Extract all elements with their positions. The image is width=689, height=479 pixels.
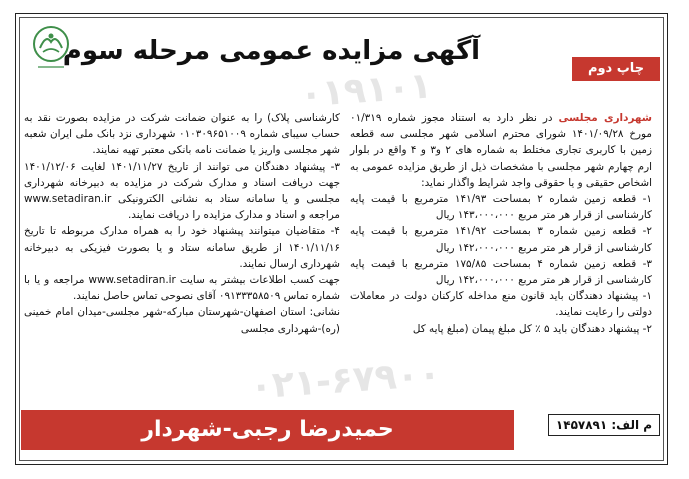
parcel-item-3: ۳- قطعه زمین شماره ۴ بمساحت ۱۷۵/۸۵ مترمربع با قیمت پایه کارشناسی از قرار هر متر مربع ۱۴۲،۰۰۰،۰۰۰ ریال <box>350 257 652 287</box>
notice-number: م الف: ۱۴۵۷۸۹۱ <box>548 414 660 436</box>
contact-paragraph: جهت کسب اطلاعات بیشتر به سایت www.setadiran.ir مراجعه و یا با شماره تماس ۰۹۱۳۳۳۵۸۵۰۹ آقای نصوحی تماس حاصل نمایند. <box>24 274 340 303</box>
submission-paragraph: ۴- متقاضیان میتوانند پیشنهاد خود را به همراه مدارک مربوطه تا تاریخ ۱۴۰۱/۱۱/۱۶ از طریق سامانه ستاد و یا بصورت فیزیکی به دبیرخانه شهرداری ارسال نمایند. <box>24 225 340 270</box>
parcel-item-2: ۲- قطعه زمین شماره ۳ بمساحت ۱۴۱/۹۲ مترمربع با قیمت پایه کارشناسی از قرار هر متر مربع ۱۴۲،۰۰۰،۰۰۰ ریال <box>350 225 652 254</box>
documents-paragraph: ۳- پیشنهاد دهندگان می توانند از تاریخ ۱۴۰۱/۱۱/۲۷ لغایت ۱۴۰۱/۱۲/۰۶ جهت دریافت اسناد و مدارک شرکت در مزایده به دبیرخانه شهرداری مجلسی و یا سامانه ستاد به نشانی الکترونیکی www.setadiran.ir مراجعه و اسناد و مدارک مزایده را دریافت نمایند. <box>24 160 340 222</box>
mayor-signature-bar: حمیدرضا رجبی-شهردار <box>21 410 514 450</box>
parcel-item-1: ۱- قطعه زمین شماره ۲ بمساحت ۱۴۱/۹۳ مترمربع با قیمت پایه کارشناسی از قرار هر متر مربع ۱۴۳،۰۰۰،۰۰۰ ریال <box>350 193 652 222</box>
condition-1: ۱- پیشنهاد دهندگان باید قانون منع مداخله کارکنان دولت در معاملات دولتی را رعایت نمایند. <box>350 290 652 319</box>
intro-paragraph <box>350 110 652 191</box>
right-column <box>350 110 652 337</box>
condition-2: ۲- پیشنهاد دهندگان باید ۵ ٪ کل مبلغ پیمان (مبلغ پایه کل <box>412 322 652 335</box>
edition-badge: چاپ دوم <box>572 57 660 81</box>
watermark-top: ۰۱۹۱۰۱ <box>298 65 434 116</box>
left-column <box>24 110 340 337</box>
guarantee-paragraph: کارشناسی پلاک) را به عنوان ضمانت شرکت در مزایده بصورت نقد به حساب سیبای شماره ۰۱۰۳۰۹۶۵۱۰۰۹ شهرداری نزد بانک ملی ایران شعبه شهر مجلسی واریز یا ضمانت نامه بانکی معتبر تهیه نمایند. <box>24 112 340 157</box>
intro-text: در نظر دارد به استناد مجوز شماره ۰۱/۳۱۹ مورخ ۱۴۰۱/۰۹/۲۸ شورای محترم اسلامی شهر مجلسی سه قطعه زمین با کاربری تجاری مختلط به شماره های ۲ و۳ و ۴ واقع در بلوار ارم چهارم شهر مجلسی با مشخصات ذیل از طریق مزایده عمومی به اشخاص حقیقی و یا حقوقی واجد شرایط واگذار نماید: <box>350 112 653 189</box>
watermark-bottom: ۰۲۱-۶۷۹۰۰ <box>248 353 442 408</box>
page-title: آگهی مزایده عمومی مرحله سوم <box>62 36 480 66</box>
address-paragraph: نشانی: استان اصفهان-شهرستان مبارکه-شهر مجلسی-میدان امام خمینی (ره)-شهرداری مجلسی <box>24 306 340 335</box>
municipality-name: شهرداری مجلسی <box>558 112 652 124</box>
